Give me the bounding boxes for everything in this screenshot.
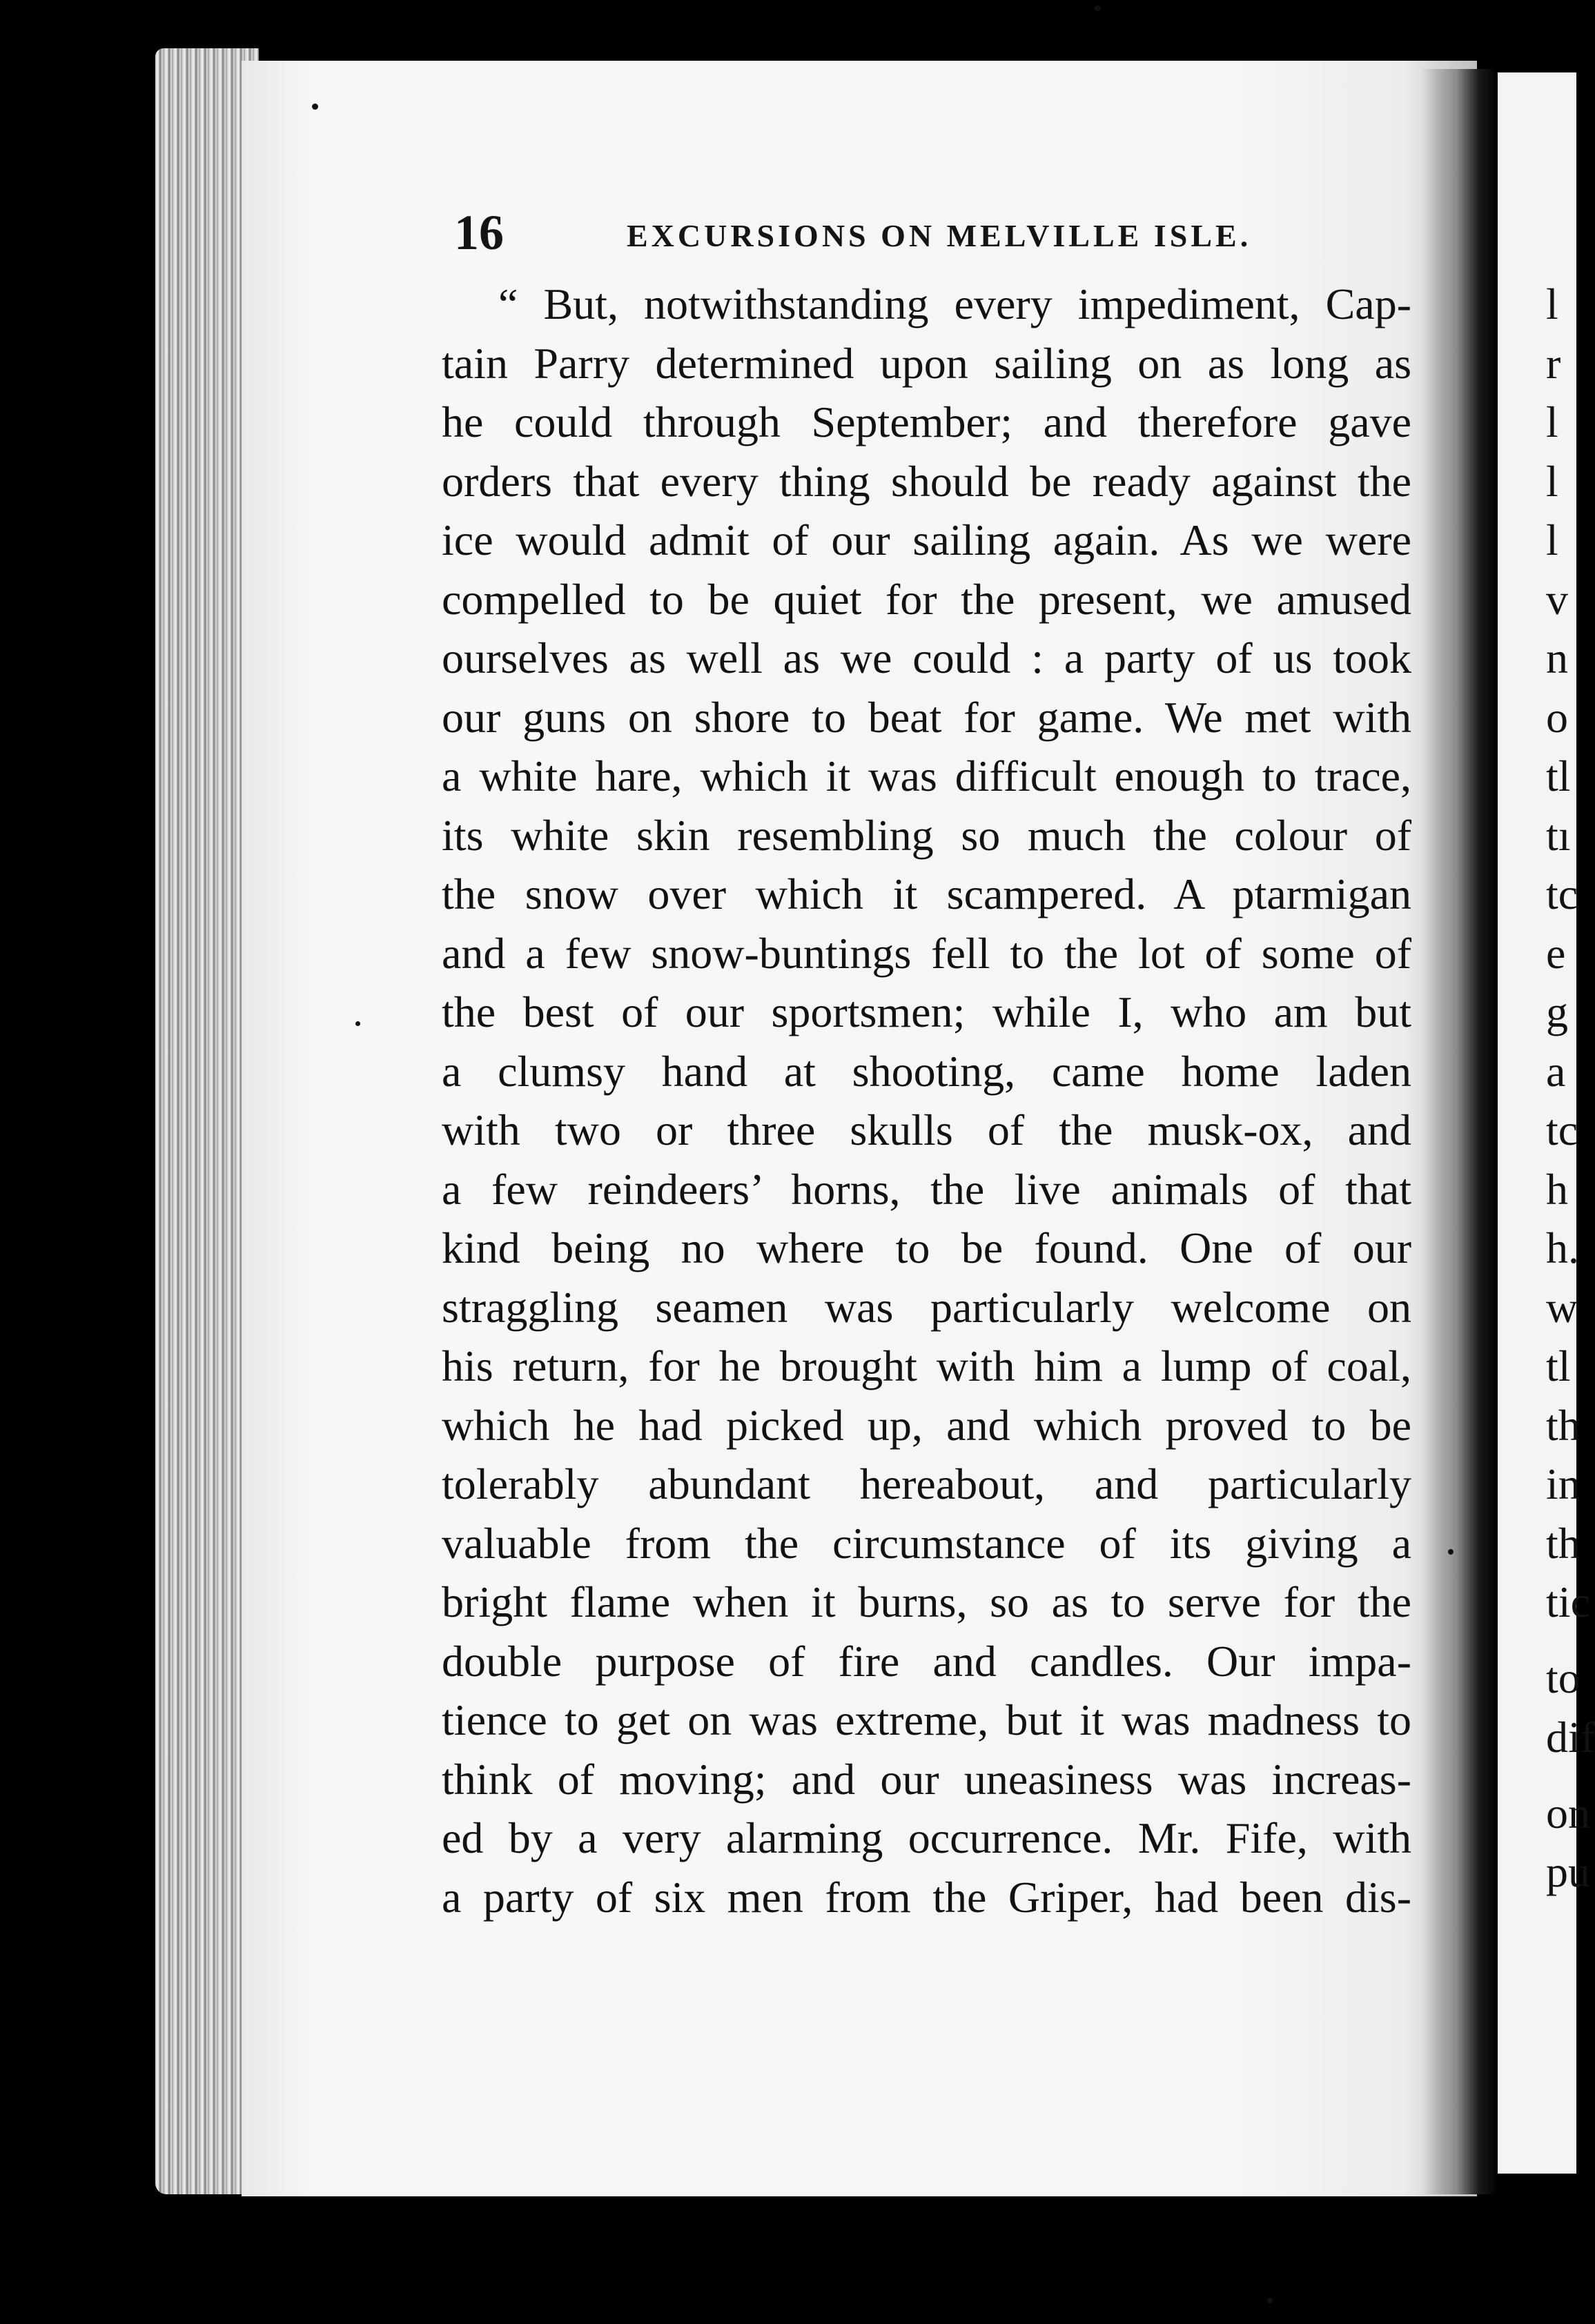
facing-page-fragment: w	[1546, 1282, 1578, 1332]
facing-page-fragment: l	[1546, 279, 1558, 328]
facing-page-fragment: e	[1546, 928, 1566, 978]
text-line: a clumsy hand at shooting, came home laden	[442, 1046, 1411, 1096]
text-line: straggling seamen was particularly welcome on	[442, 1282, 1411, 1332]
facing-page-fragment: r	[1546, 338, 1561, 388]
body-text	[442, 275, 1411, 1927]
facing-page-fragment: pu	[1546, 1847, 1590, 1896]
text-line: ed by a very alarming occurrence. Mr. Fife, with	[442, 1813, 1411, 1862]
facing-page-fragment: h.	[1546, 1223, 1579, 1272]
facing-page-fragment: tc	[1546, 869, 1578, 918]
text-line: valuable from the circumstance of its giving a	[442, 1518, 1411, 1568]
facing-page-fragment: tl	[1546, 1341, 1571, 1390]
running-title: EXCURSIONS ON MELVILLE ISLE.	[627, 218, 1252, 253]
text-line: a white hare, which it was difficult enough to trace,	[442, 751, 1411, 800]
text-line: which he had picked up, and which proved to be	[442, 1400, 1411, 1450]
scan-speck	[1267, 2298, 1273, 2303]
facing-page-fragment: to	[1546, 1653, 1581, 1702]
text-line: compelled to be quiet for the present, we amused	[442, 574, 1411, 624]
text-line: he could through September; and therefore gave	[442, 397, 1411, 446]
scan-speck	[1448, 1549, 1454, 1555]
text-line: kind being no where to be found. One of our	[442, 1223, 1411, 1272]
text-line: our guns on shore to beat for game. We met with	[442, 692, 1411, 742]
text-line: orders that every thing should be ready against the	[442, 456, 1411, 506]
facing-page-fragment: v	[1546, 574, 1568, 624]
text-line: his return, for he brought with him a lump of coal,	[442, 1341, 1411, 1390]
text-line: double purpose of fire and candles. Our impa-	[442, 1636, 1411, 1686]
facing-page-fragment: tic	[1546, 1577, 1590, 1626]
scan-speck	[312, 104, 318, 110]
facing-page-fragment: tc	[1546, 1105, 1578, 1154]
facing-page-fragment: tl	[1546, 751, 1571, 800]
facing-page-fragment: o	[1546, 692, 1568, 742]
book-gutter	[1422, 69, 1498, 2194]
facing-page-fragment: n	[1546, 633, 1568, 682]
facing-page-fragment: g	[1546, 987, 1568, 1036]
facing-page-fragment: l	[1546, 456, 1558, 506]
facing-page-fragment: th	[1546, 1400, 1581, 1450]
facing-page-fragment: l	[1546, 397, 1558, 446]
facing-page-fragment: th	[1546, 1518, 1581, 1568]
page-number: 16	[454, 205, 504, 260]
facing-page-fragment: in	[1546, 1459, 1581, 1508]
text-line: a few reindeers’ horns, the live animals of that	[442, 1164, 1411, 1214]
text-line: tolerably abundant hereabout, and particularly	[442, 1459, 1411, 1508]
text-line: ice would admit of our sailing again. As we were	[442, 515, 1411, 564]
text-line: tience to get on was extreme, but it was madness to	[442, 1695, 1411, 1744]
text-line: a party of six men from the Griper, had been dis-	[442, 1872, 1411, 1922]
page-header	[454, 201, 1413, 264]
facing-page-fragment: on	[1546, 1788, 1590, 1838]
facing-page-fragment: h	[1546, 1164, 1568, 1214]
text-line: the best of our sportsmen; while I, who am but	[442, 987, 1411, 1036]
text-line: ourselves as well as we could : a party of us took	[442, 633, 1411, 682]
facing-page-fragment: tı	[1546, 810, 1571, 860]
facing-page-fragment: a	[1546, 1046, 1566, 1096]
text-line: its white skin resembling so much the colour of	[442, 810, 1411, 860]
text-line: “ But, notwithstanding every impediment, Cap-	[498, 279, 1411, 328]
text-line: tain Parry determined upon sailing on as long as	[442, 338, 1411, 388]
text-line: bright flame when it burns, so as to serve for the	[442, 1577, 1411, 1626]
text-line: and a few snow-buntings fell to the lot of some of	[442, 928, 1411, 978]
facing-page-fragment: dif	[1546, 1712, 1595, 1762]
facing-page-fragment: l	[1546, 515, 1558, 564]
text-line: think of moving; and our uneasiness was increas-	[442, 1754, 1411, 1804]
text-line: with two or three skulls of the musk-ox, and	[442, 1105, 1411, 1154]
facing-page-text	[1546, 275, 1595, 1902]
scan-speck	[1094, 6, 1101, 11]
scan-speck	[355, 1021, 360, 1026]
text-line: the snow over which it scampered. A ptarmigan	[442, 869, 1411, 918]
